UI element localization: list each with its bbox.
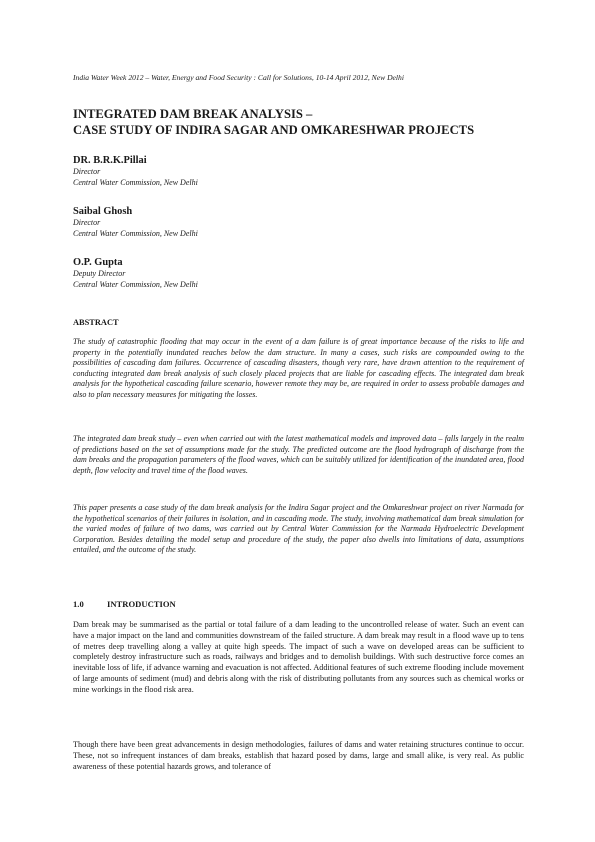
abstract-paragraph-2: The integrated dam break study – even when carried out with the latest mathematical models and improved data – falls largely in the realm of predictions based on the set of assumptions made for the study. The predicted outcome are the flood hydrograph of discharge from the dam breaks and the propagation parameters of the flood waves, which can be suitably utilized for identification of the inundated area, flood depth, flow velocity and travel time of the flood waves. <box>73 434 524 475</box>
author-block-2 <box>73 205 524 239</box>
author-role: Director <box>73 218 101 227</box>
author-role: Director <box>73 167 101 176</box>
author-affiliation: Central Water Commission, New Delhi <box>73 279 198 289</box>
author-role: Deputy Director <box>73 269 126 278</box>
author-affiliation: Central Water Commission, New Delhi <box>73 228 198 238</box>
abstract-heading: ABSTRACT <box>73 318 119 327</box>
section-heading <box>73 599 176 609</box>
author-block-3 <box>73 256 524 290</box>
author-affiliation: Central Water Commission, New Delhi <box>73 177 198 187</box>
author-block-1 <box>73 154 524 188</box>
abstract-paragraph-1: The study of catastrophic flooding that may occur in the event of a dam failure is of great importance because of the risks to life and property in the potentially inundated reaches below the dam structure. In many a cases, such risks are compounded owing to the possibilities of cascading dam failures. Occurrence of cascading disasters, though very rare, have drawn attention to the requirement of conducting integrated dam break analysis of such closely placed projects that are liable for cascading effects. The integrated dam break analysis for the hypothetical cascading failure scenario, however remote they may be, are required in order to assess probable damages and also to plan necessary measures for mitigating the losses. <box>73 337 524 399</box>
title-line-1: INTEGRATED DAM BREAK ANALYSIS – <box>73 107 313 121</box>
author-name: O.P. Gupta <box>73 257 123 268</box>
abstract-paragraph-3: This paper presents a case study of the dam break analysis for the Indira Sagar project and the Omkareshwar project on river Narmada for the hypothetical scenarios of their failures in isolation, and in cascading mode. The study, involving mathematical dam break simulation for the varied modes of failure of two dams, was carried out by Central Water Commission for the Narmada Hydroelectric Development Corporation. Besides detailing the model setup and procedure of the study, the paper also dwells into limitations of data, assumptions entailed, and the outcome of the study. <box>73 503 524 555</box>
intro-paragraph-1: Dam break may be summarised as the partial or total failure of a dam leading to the uncontrolled release of water. Such an event can have a major impact on the land and communities downstream of the failed structure. A dam break may result in a flood wave up to tens of metres deep travelling along a valley at quite high speeds. The impact of such a wave on developed areas can be sufficient to completely destroy infrastructure such as roads, railways and bridges and to demolish buildings. With such destructive force comes an inevitable loss of life, if advance warning and evacuation is not affected. Additional features of such extreme flooding include movement of large amounts of sediment (mud) and debris along with the risk of distributing pollutants from any sources such as chemical works or mine workings in the flood risk area. <box>73 620 524 694</box>
paper-title <box>73 107 524 138</box>
section-number: 1.0 <box>73 599 84 609</box>
section-title: INTRODUCTION <box>107 599 176 609</box>
author-name: DR. B.R.K.Pillai <box>73 155 147 166</box>
intro-paragraph-2: Though there have been great advancements in design methodologies, failures of dams and water retaining structures continue to occur. These, not so infrequent instances of dam breaks, establish that hazard posed by dams, large and small alike, is very real. As public awareness of these potential hazards grows, and tolerance of <box>73 740 524 771</box>
running-header: India Water Week 2012 – Water, Energy and Food Security : Call for Solutions, 10-14 April 2012, New Delhi <box>73 73 404 82</box>
author-name: Saibal Ghosh <box>73 206 133 217</box>
title-line-2: CASE STUDY OF INDIRA SAGAR AND OMKARESHWAR PROJECTS <box>73 122 475 137</box>
